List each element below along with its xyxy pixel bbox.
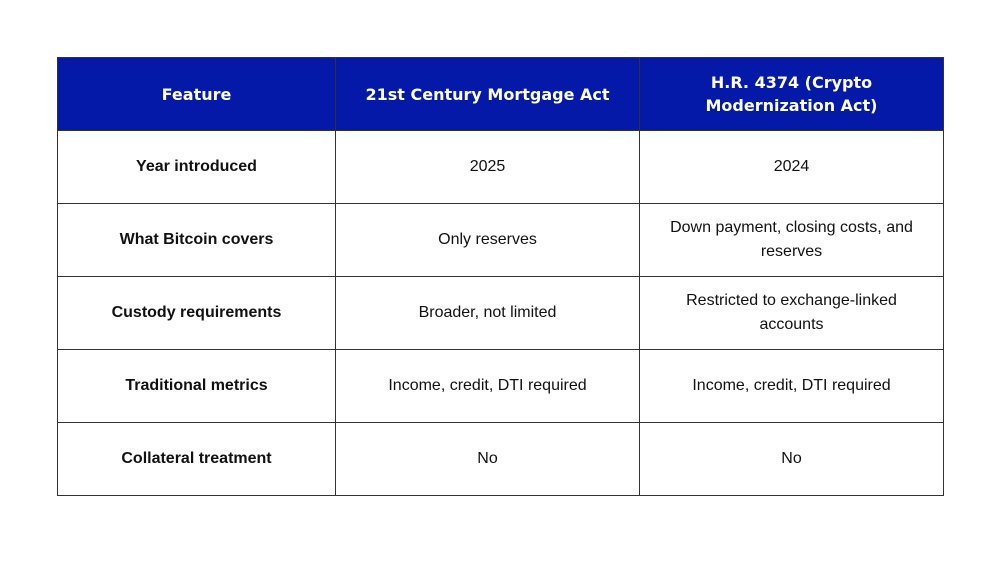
value-cell: 2025 bbox=[336, 131, 640, 204]
comparison-table bbox=[57, 57, 944, 496]
table-row bbox=[58, 350, 944, 423]
value-cell: 2024 bbox=[640, 131, 944, 204]
header-row bbox=[58, 58, 944, 131]
feature-cell: Year introduced bbox=[58, 131, 336, 204]
feature-cell: Custody requirements bbox=[58, 277, 336, 350]
table-row bbox=[58, 423, 944, 496]
feature-cell: What Bitcoin covers bbox=[58, 204, 336, 277]
value-cell: No bbox=[336, 423, 640, 496]
value-cell: No bbox=[640, 423, 944, 496]
value-cell: Restricted to exchange-linked accounts bbox=[640, 277, 944, 350]
value-cell: Income, credit, DTI required bbox=[640, 350, 944, 423]
value-cell: Income, credit, DTI required bbox=[336, 350, 640, 423]
header-hr-4374: H.R. 4374 (Crypto Modernization Act) bbox=[640, 58, 944, 131]
table-row bbox=[58, 277, 944, 350]
value-cell: Down payment, closing costs, and reserves bbox=[640, 204, 944, 277]
table-row bbox=[58, 204, 944, 277]
value-cell: Only reserves bbox=[336, 204, 640, 277]
feature-cell: Traditional metrics bbox=[58, 350, 336, 423]
header-21st-century-mortgage-act: 21st Century Mortgage Act bbox=[336, 58, 640, 131]
header-feature: Feature bbox=[58, 58, 336, 131]
table-row bbox=[58, 131, 944, 204]
feature-cell: Collateral treatment bbox=[58, 423, 336, 496]
value-cell: Broader, not limited bbox=[336, 277, 640, 350]
